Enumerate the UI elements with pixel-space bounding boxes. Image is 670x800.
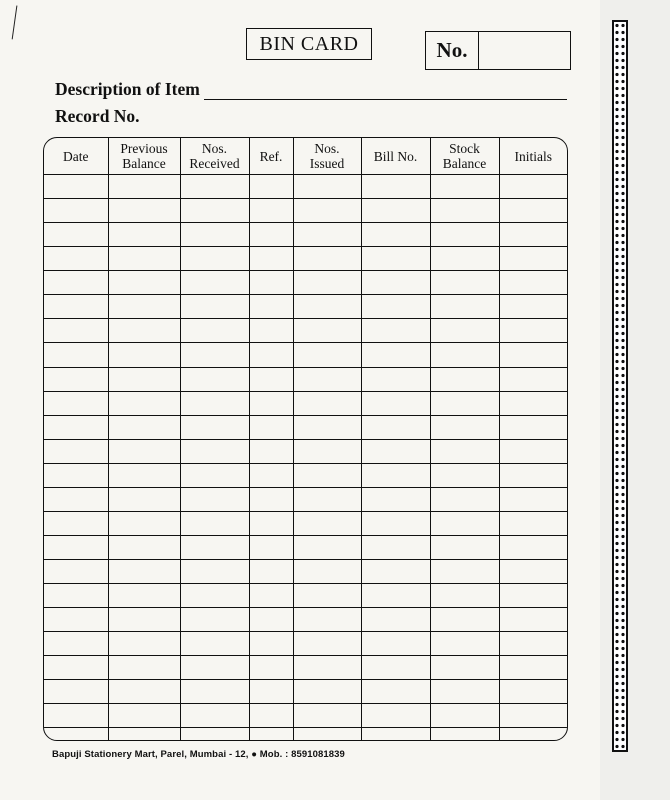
- table-cell[interactable]: [293, 199, 361, 223]
- ledger-table: [44, 138, 567, 740]
- table-cell[interactable]: [430, 367, 499, 391]
- table-cell[interactable]: [499, 511, 567, 535]
- table-cell[interactable]: [44, 487, 108, 511]
- page-title: [246, 28, 372, 60]
- table-cell[interactable]: [44, 175, 108, 199]
- table-cell[interactable]: [361, 367, 430, 391]
- table-cell[interactable]: [361, 608, 430, 632]
- table-cell[interactable]: [44, 656, 108, 680]
- table-cell[interactable]: [430, 247, 499, 271]
- table-cell[interactable]: [44, 704, 108, 728]
- table-cell[interactable]: [249, 175, 293, 199]
- table-cell[interactable]: [430, 415, 499, 439]
- table-cell[interactable]: [293, 535, 361, 559]
- table-cell[interactable]: [499, 319, 567, 343]
- description-label: Description of Item: [55, 79, 200, 99]
- table-row: [44, 415, 567, 439]
- table-cell[interactable]: [293, 608, 361, 632]
- table-cell[interactable]: [249, 295, 293, 319]
- table-cell[interactable]: [430, 487, 499, 511]
- table-cell[interactable]: [180, 271, 249, 295]
- table-cell[interactable]: [44, 391, 108, 415]
- table-row: [44, 560, 567, 584]
- table-cell[interactable]: [430, 560, 499, 584]
- table-cell[interactable]: [249, 367, 293, 391]
- binding-strip: [612, 20, 628, 752]
- title-text: BIN CARD: [259, 32, 359, 55]
- table-cell[interactable]: [499, 680, 567, 704]
- table-cell[interactable]: [361, 223, 430, 247]
- table-cell[interactable]: [430, 728, 499, 740]
- table-cell[interactable]: [430, 584, 499, 608]
- table-cell[interactable]: [499, 271, 567, 295]
- table-cell[interactable]: [108, 584, 180, 608]
- table-cell[interactable]: [108, 367, 180, 391]
- table-row: [44, 319, 567, 343]
- table-cell[interactable]: [499, 728, 567, 740]
- table-cell[interactable]: [108, 271, 180, 295]
- table-row: [44, 199, 567, 223]
- table-cell[interactable]: [108, 415, 180, 439]
- card-number-box: [425, 31, 571, 70]
- table-cell[interactable]: [108, 704, 180, 728]
- table-cell[interactable]: [180, 535, 249, 559]
- table-row: [44, 680, 567, 704]
- table-cell[interactable]: [361, 295, 430, 319]
- table-row: [44, 608, 567, 632]
- table-cell[interactable]: [180, 560, 249, 584]
- table-cell[interactable]: [180, 632, 249, 656]
- table-cell[interactable]: [293, 367, 361, 391]
- table-cell[interactable]: [293, 560, 361, 584]
- table-cell[interactable]: [44, 415, 108, 439]
- table-cell[interactable]: [293, 271, 361, 295]
- table-cell[interactable]: [44, 295, 108, 319]
- description-row: [55, 77, 567, 100]
- table-cell[interactable]: [108, 439, 180, 463]
- table-cell[interactable]: [180, 584, 249, 608]
- table-row: [44, 656, 567, 680]
- table-cell[interactable]: [249, 511, 293, 535]
- table-cell[interactable]: [430, 271, 499, 295]
- table-cell[interactable]: [249, 199, 293, 223]
- table-cell[interactable]: [430, 391, 499, 415]
- table-cell[interactable]: [293, 656, 361, 680]
- table-row: [44, 175, 567, 199]
- table-row: [44, 271, 567, 295]
- table-cell[interactable]: [180, 680, 249, 704]
- table-cell[interactable]: [361, 632, 430, 656]
- table-cell[interactable]: [430, 343, 499, 367]
- table-cell[interactable]: [108, 656, 180, 680]
- table-cell[interactable]: [249, 656, 293, 680]
- table-cell[interactable]: [293, 223, 361, 247]
- table-cell[interactable]: [249, 439, 293, 463]
- table-cell[interactable]: [293, 632, 361, 656]
- column-header: Bill No.: [361, 138, 430, 175]
- table-cell[interactable]: [361, 439, 430, 463]
- table-cell[interactable]: [293, 728, 361, 740]
- table-cell[interactable]: [180, 223, 249, 247]
- table-row: [44, 535, 567, 559]
- table-cell[interactable]: [249, 728, 293, 740]
- table-cell[interactable]: [430, 680, 499, 704]
- table-cell[interactable]: [108, 511, 180, 535]
- table-cell[interactable]: [499, 247, 567, 271]
- table-cell[interactable]: [180, 487, 249, 511]
- table-cell[interactable]: [499, 656, 567, 680]
- table-cell[interactable]: [180, 728, 249, 740]
- table-cell[interactable]: [108, 319, 180, 343]
- table-cell[interactable]: [249, 319, 293, 343]
- table-cell[interactable]: [293, 415, 361, 439]
- table-cell[interactable]: [108, 223, 180, 247]
- table-row: [44, 391, 567, 415]
- table-cell[interactable]: [44, 319, 108, 343]
- table-cell[interactable]: [249, 487, 293, 511]
- table-cell[interactable]: [108, 175, 180, 199]
- table-cell[interactable]: [361, 199, 430, 223]
- table-row: [44, 247, 567, 271]
- table-cell[interactable]: [249, 608, 293, 632]
- table-cell[interactable]: [249, 535, 293, 559]
- table-header-row: [44, 138, 567, 175]
- table-cell[interactable]: [499, 343, 567, 367]
- table-cell[interactable]: [361, 319, 430, 343]
- table-row: [44, 584, 567, 608]
- table-cell[interactable]: [44, 584, 108, 608]
- table-cell[interactable]: [44, 223, 108, 247]
- table-row: [44, 704, 567, 728]
- binding-margin: [600, 0, 670, 800]
- table-cell[interactable]: [108, 608, 180, 632]
- table-cell[interactable]: [430, 463, 499, 487]
- table-cell[interactable]: [180, 343, 249, 367]
- table-cell[interactable]: [499, 175, 567, 199]
- table-row: [44, 632, 567, 656]
- table-cell[interactable]: [499, 439, 567, 463]
- description-field[interactable]: [204, 77, 567, 100]
- table-cell[interactable]: [361, 704, 430, 728]
- table-cell[interactable]: [249, 680, 293, 704]
- table-cell[interactable]: [361, 391, 430, 415]
- table-cell[interactable]: [499, 463, 567, 487]
- bin-card-table: [43, 137, 568, 741]
- table-cell[interactable]: [249, 223, 293, 247]
- table-cell[interactable]: [430, 223, 499, 247]
- table-cell[interactable]: [44, 632, 108, 656]
- table-cell[interactable]: [44, 680, 108, 704]
- table-cell[interactable]: [499, 391, 567, 415]
- table-cell[interactable]: [180, 247, 249, 271]
- table-cell[interactable]: [108, 487, 180, 511]
- record-row: [55, 106, 140, 127]
- table-cell[interactable]: [361, 415, 430, 439]
- table-row: [44, 511, 567, 535]
- table-cell[interactable]: [361, 656, 430, 680]
- table-cell[interactable]: [249, 463, 293, 487]
- table-cell[interactable]: [180, 391, 249, 415]
- table-cell[interactable]: [180, 199, 249, 223]
- pen-mark: [12, 6, 26, 41]
- table-row: [44, 487, 567, 511]
- table-cell[interactable]: [180, 608, 249, 632]
- table-cell[interactable]: [430, 175, 499, 199]
- table-cell[interactable]: [499, 560, 567, 584]
- table-cell[interactable]: [249, 391, 293, 415]
- table-cell[interactable]: [293, 439, 361, 463]
- table-cell[interactable]: [499, 223, 567, 247]
- table-cell[interactable]: [293, 343, 361, 367]
- table-cell[interactable]: [293, 463, 361, 487]
- table-cell[interactable]: [293, 704, 361, 728]
- table-cell[interactable]: [293, 511, 361, 535]
- record-label: Record No.: [55, 106, 140, 126]
- table-cell[interactable]: [180, 319, 249, 343]
- card-number-label: No.: [426, 32, 479, 69]
- column-header: Ref.: [249, 138, 293, 175]
- table-cell[interactable]: [44, 247, 108, 271]
- table-cell[interactable]: [430, 535, 499, 559]
- table-cell[interactable]: [249, 632, 293, 656]
- table-row: [44, 463, 567, 487]
- table-cell[interactable]: [44, 560, 108, 584]
- table-cell[interactable]: [430, 632, 499, 656]
- table-cell[interactable]: [499, 535, 567, 559]
- table-cell[interactable]: [44, 439, 108, 463]
- table-cell[interactable]: [499, 199, 567, 223]
- table-body: [44, 175, 567, 741]
- table-cell[interactable]: [499, 584, 567, 608]
- table-cell[interactable]: [180, 439, 249, 463]
- table-cell[interactable]: [361, 175, 430, 199]
- table-cell[interactable]: [430, 704, 499, 728]
- table-row: [44, 728, 567, 740]
- table-cell[interactable]: [44, 463, 108, 487]
- table-cell[interactable]: [180, 295, 249, 319]
- table-cell[interactable]: [44, 367, 108, 391]
- table-cell[interactable]: [180, 175, 249, 199]
- table-cell[interactable]: [249, 560, 293, 584]
- table-cell[interactable]: [499, 487, 567, 511]
- table-cell[interactable]: [361, 343, 430, 367]
- table-row: [44, 223, 567, 247]
- table-cell[interactable]: [361, 271, 430, 295]
- column-header: Nos. Received: [180, 138, 249, 175]
- table-cell[interactable]: [361, 247, 430, 271]
- table-cell[interactable]: [293, 584, 361, 608]
- table-cell[interactable]: [499, 295, 567, 319]
- table-cell[interactable]: [108, 632, 180, 656]
- table-cell[interactable]: [293, 295, 361, 319]
- column-header: Date: [44, 138, 108, 175]
- table-cell[interactable]: [108, 680, 180, 704]
- table-cell[interactable]: [249, 271, 293, 295]
- table-cell[interactable]: [430, 199, 499, 223]
- column-header: Stock Balance: [430, 138, 499, 175]
- table-cell[interactable]: [361, 728, 430, 740]
- table-cell[interactable]: [249, 343, 293, 367]
- table-cell[interactable]: [430, 319, 499, 343]
- table-cell[interactable]: [44, 511, 108, 535]
- table-cell[interactable]: [180, 415, 249, 439]
- table-cell[interactable]: [249, 415, 293, 439]
- table-cell[interactable]: [293, 175, 361, 199]
- table-cell[interactable]: [430, 439, 499, 463]
- table-cell[interactable]: [499, 367, 567, 391]
- table-cell[interactable]: [180, 704, 249, 728]
- table-cell[interactable]: [44, 271, 108, 295]
- table-cell[interactable]: [499, 608, 567, 632]
- table-cell[interactable]: [108, 535, 180, 559]
- table-row: [44, 367, 567, 391]
- table-cell[interactable]: [430, 608, 499, 632]
- table-cell[interactable]: [430, 656, 499, 680]
- table-cell[interactable]: [108, 463, 180, 487]
- table-cell[interactable]: [361, 584, 430, 608]
- table-cell[interactable]: [293, 391, 361, 415]
- table-cell[interactable]: [430, 295, 499, 319]
- table-cell[interactable]: [44, 728, 108, 740]
- table-cell[interactable]: [361, 487, 430, 511]
- table-cell[interactable]: [293, 319, 361, 343]
- table-cell[interactable]: [361, 463, 430, 487]
- table-row: [44, 343, 567, 367]
- table-cell[interactable]: [108, 728, 180, 740]
- table-cell[interactable]: [44, 608, 108, 632]
- table-cell[interactable]: [499, 415, 567, 439]
- printer-footer: Bapuji Stationery Mart, Parel, Mumbai - 12, ● Mob. : 8591081839: [52, 749, 345, 760]
- table-cell[interactable]: [249, 584, 293, 608]
- table-row: [44, 295, 567, 319]
- table-cell[interactable]: [249, 704, 293, 728]
- table-cell[interactable]: [108, 560, 180, 584]
- column-header: Nos. Issued: [293, 138, 361, 175]
- table-cell[interactable]: [499, 632, 567, 656]
- table-row: [44, 439, 567, 463]
- table-cell[interactable]: [108, 391, 180, 415]
- table-cell[interactable]: [44, 535, 108, 559]
- column-header: Initials: [499, 138, 567, 175]
- table-cell[interactable]: [361, 680, 430, 704]
- table-cell[interactable]: [430, 511, 499, 535]
- table-cell[interactable]: [108, 199, 180, 223]
- table-cell[interactable]: [44, 199, 108, 223]
- table-cell[interactable]: [499, 704, 567, 728]
- table-cell[interactable]: [108, 247, 180, 271]
- table-cell[interactable]: [361, 511, 430, 535]
- table-cell[interactable]: [180, 656, 249, 680]
- table-cell[interactable]: [180, 511, 249, 535]
- table-cell[interactable]: [108, 295, 180, 319]
- table-cell[interactable]: [361, 560, 430, 584]
- table-cell[interactable]: [108, 343, 180, 367]
- table-cell[interactable]: [293, 247, 361, 271]
- table-cell[interactable]: [180, 463, 249, 487]
- table-cell[interactable]: [361, 535, 430, 559]
- table-cell[interactable]: [293, 487, 361, 511]
- table-cell[interactable]: [249, 247, 293, 271]
- table-cell[interactable]: [293, 680, 361, 704]
- card-number-field[interactable]: [479, 32, 570, 69]
- table-cell[interactable]: [44, 343, 108, 367]
- column-header: Previous Balance: [108, 138, 180, 175]
- table-cell[interactable]: [180, 367, 249, 391]
